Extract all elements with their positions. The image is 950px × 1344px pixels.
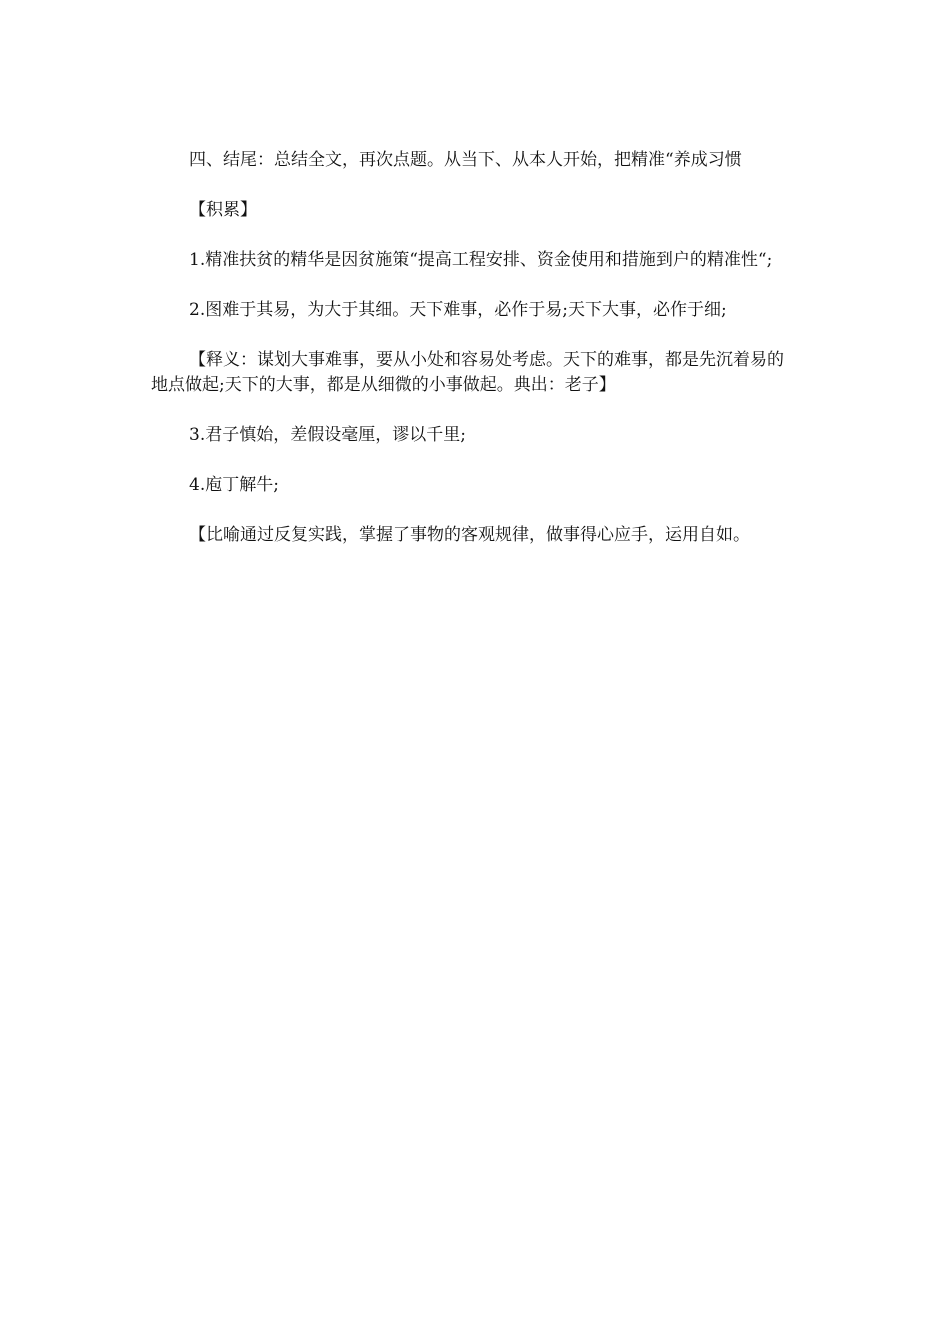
paragraph-metaphor: 【比喻通过反复实践，掌握了事物的客观规律，做事得心应手，运用自如。: [189, 525, 750, 545]
paragraph-item-2: 2.图难于其易，为大于其细。天下难事，必作于易;天下大事，必作于细;: [189, 300, 727, 320]
paragraph-item-1: 1.精准扶贫的精华是因贫施策“提高工程安排、资金使用和措施到户的精准性“;: [189, 250, 773, 270]
paragraph-item-4: 4.庖丁解牛;: [189, 475, 279, 495]
paragraph-conclusion: 四、结尾：总结全文，再次点题。从当下、从本人开始，把精准“养成习惯: [189, 150, 742, 170]
paragraph-accumulation-heading: 【积累】: [189, 200, 257, 220]
paragraph-explanation: 【释义：谋划大事难事，要从小处和容易处考虑。天下的难事，都是先沉着易的地点做起;天下的大事，都是从细微的小事做起。典出：老子】: [151, 350, 784, 395]
document-body: [151, 148, 796, 573]
paragraph-item-3: 3.君子慎始，差假设毫厘，谬以千里;: [189, 425, 466, 445]
